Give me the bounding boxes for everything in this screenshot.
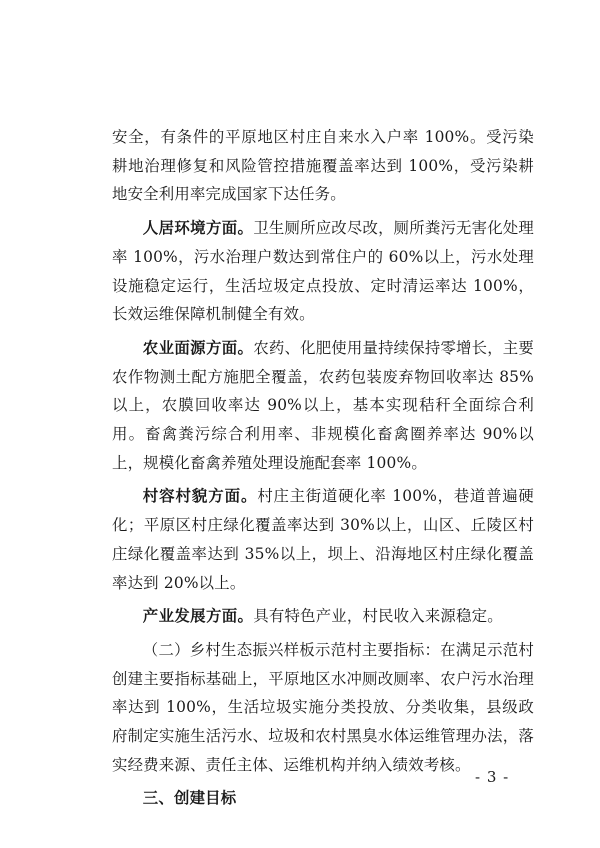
paragraph-industry-development [112, 602, 534, 631]
paragraph-safety-continuation [112, 123, 534, 209]
paragraph-lead: 农业面源方面。 [142, 338, 254, 357]
paragraph-lead: 人居环境方面。 [142, 219, 254, 238]
document-body [112, 123, 534, 813]
paragraph-model-village-indicators [112, 636, 534, 780]
paragraph-village-appearance [112, 482, 534, 597]
paragraph-text: 安全，有条件的平原地区村庄自来水入户率 100%。受污染耕地治理修复和风险管控措施覆盖率达到 100%，受污染耕地安全利用率完成国家下达任务。 [112, 128, 534, 204]
paragraph-lead: 村容村貌方面。 [142, 487, 258, 506]
paragraph-lead: 产业发展方面。 [142, 607, 254, 626]
paragraph-text: 农药、化肥使用量持续保持零增长，主要农作物测土配方施肥全覆盖，农药包装废弃物回收率达 85%以上，农膜回收率达 90%以上，基本实现秸秆全面综合利用。畜禽粪污综合利用率、非规模化畜禽圈养率达 90%以上，规模化畜禽养殖处理设施配套率 100%。 [112, 338, 534, 472]
section-heading: 三、创建目标 [142, 789, 237, 808]
paragraph-agricultural-source [112, 334, 534, 478]
paragraph-text: 村庄主街道硬化率 100%，巷道普遍硬化；平原区村庄绿化覆盖率达到 30%以上，山区、丘陵区村庄绿化覆盖率达到 35%以上，坝上、沿海地区村庄绿化覆盖率达到 20%以上。 [112, 487, 534, 592]
page-number: - 3 - [475, 768, 510, 786]
paragraph-text: 卫生厕所应改尽改，厕所粪污无害化处理率 100%，污水治理户数达到常住户的 60%以上，污水处理设施稳定运行，生活垃圾定点投放、定时清运率达 100%，长效运维保障机制健全有效。 [112, 219, 534, 324]
paragraph-text: 具有特色产业，村民收入来源稳定。 [253, 607, 503, 626]
paragraph-text: （二）乡村生态振兴样板示范村主要指标：在满足示范村创建主要指标基础上，平原地区水冲厕改厕率、农户污水治理率达到 100%，生活垃圾实施分类投放、分类收集，县级政府制定实施生活污水、垃圾和农村黑臭水体运维管理办法，落实经费来源、责任主体、运维机构并纳入绩效考核。 [112, 640, 534, 774]
paragraph-living-environment [112, 214, 534, 329]
